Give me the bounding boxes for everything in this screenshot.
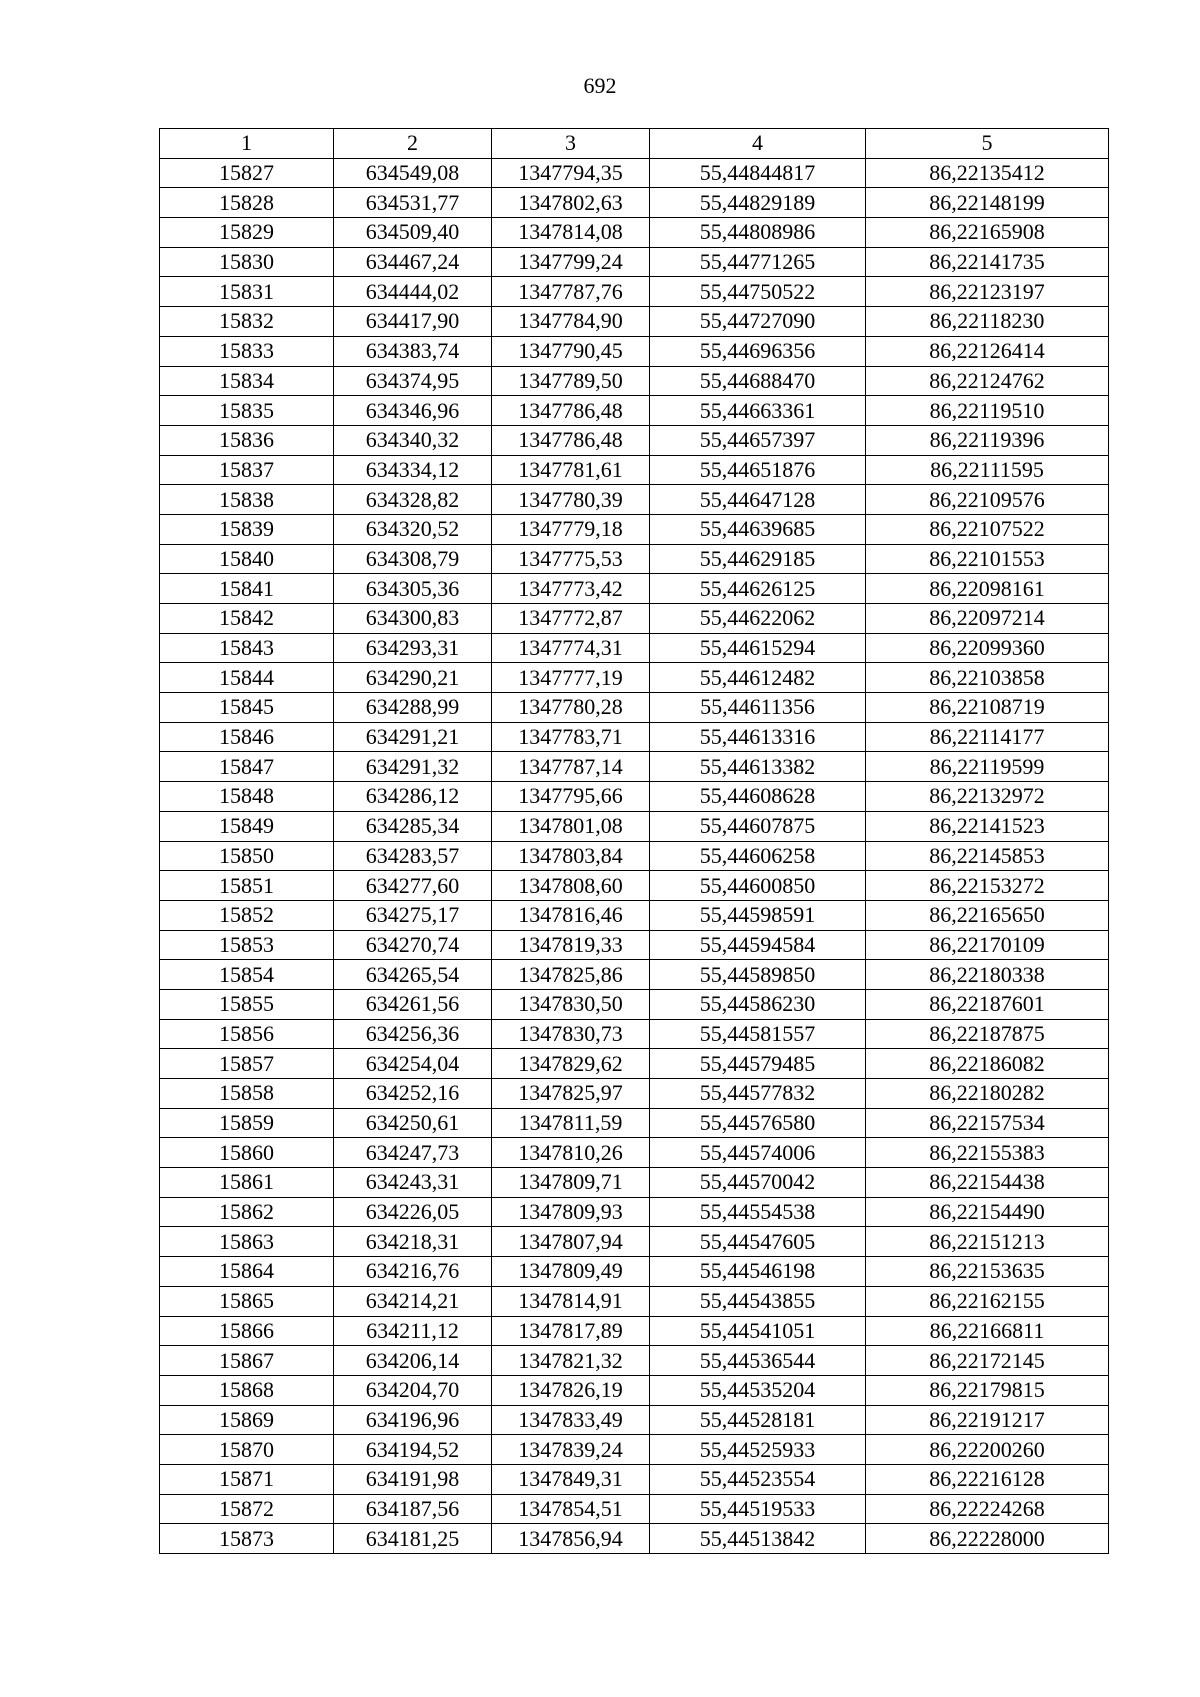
- table-cell: 634181,25: [334, 1524, 492, 1554]
- table-cell: 15830: [160, 247, 334, 277]
- table-body: [160, 158, 1109, 1553]
- table-cell: 15852: [160, 900, 334, 930]
- table-cell: 634328,82: [334, 485, 492, 515]
- table-cell: 1347830,73: [492, 1019, 650, 1049]
- table-cell: 55,44528181: [650, 1405, 866, 1435]
- table-cell: 634247,73: [334, 1138, 492, 1168]
- header-row: [160, 129, 1109, 159]
- table-cell: 15856: [160, 1019, 334, 1049]
- table-cell: 634216,76: [334, 1257, 492, 1287]
- table-cell: 86,22180338: [866, 960, 1109, 990]
- table-cell: 1347811,59: [492, 1108, 650, 1138]
- table-cell: 15858: [160, 1079, 334, 1109]
- table-cell: 15868: [160, 1375, 334, 1405]
- table-cell: 15832: [160, 307, 334, 337]
- table-cell: 634226,05: [334, 1197, 492, 1227]
- coordinates-table: [159, 128, 1109, 1554]
- table-cell: 1347849,31: [492, 1464, 650, 1494]
- table-cell: 634291,21: [334, 722, 492, 752]
- table-cell: 1347772,87: [492, 604, 650, 634]
- table-cell: 86,22216128: [866, 1464, 1109, 1494]
- table-cell: 55,44771265: [650, 247, 866, 277]
- table-cell: 634191,98: [334, 1464, 492, 1494]
- table-cell: 55,44613316: [650, 722, 866, 752]
- table-cell: 15843: [160, 633, 334, 663]
- table-row: [160, 1049, 1109, 1079]
- table-cell: 634308,79: [334, 544, 492, 574]
- table-row: [160, 1286, 1109, 1316]
- table-cell: 1347829,62: [492, 1049, 650, 1079]
- table-cell: 1347809,71: [492, 1168, 650, 1198]
- table-cell: 86,22109576: [866, 485, 1109, 515]
- column-header-4: 4: [650, 129, 866, 159]
- table-cell: 634256,36: [334, 1019, 492, 1049]
- table-cell: 86,22172145: [866, 1346, 1109, 1376]
- table-cell: 1347781,61: [492, 455, 650, 485]
- table-row: [160, 1435, 1109, 1465]
- table-cell: 15845: [160, 693, 334, 723]
- table-row: [160, 1375, 1109, 1405]
- table-cell: 1347814,91: [492, 1286, 650, 1316]
- table-row: [160, 1257, 1109, 1287]
- table-cell: 55,44844817: [650, 158, 866, 188]
- table-cell: 55,44622062: [650, 604, 866, 634]
- table-row: [160, 1138, 1109, 1168]
- table-cell: 1347825,86: [492, 960, 650, 990]
- table-cell: 86,22165908: [866, 218, 1109, 248]
- table-cell: 86,22111595: [866, 455, 1109, 485]
- table-cell: 1347810,26: [492, 1138, 650, 1168]
- table-cell: 86,22165650: [866, 900, 1109, 930]
- table-cell: 1347809,93: [492, 1197, 650, 1227]
- table-header: [160, 129, 1109, 159]
- table-cell: 55,44535204: [650, 1375, 866, 1405]
- table-cell: 1347802,63: [492, 188, 650, 218]
- table-cell: 86,22151213: [866, 1227, 1109, 1257]
- table-cell: 1347854,51: [492, 1494, 650, 1524]
- table-cell: 86,22114177: [866, 722, 1109, 752]
- table-cell: 1347786,48: [492, 396, 650, 426]
- table-cell: 1347790,45: [492, 336, 650, 366]
- page-number: 692: [583, 73, 617, 98]
- table-cell: 634218,31: [334, 1227, 492, 1257]
- table-cell: 15855: [160, 989, 334, 1019]
- table-cell: 55,44570042: [650, 1168, 866, 1198]
- table-cell: 634467,24: [334, 247, 492, 277]
- table-cell: 55,44657397: [650, 425, 866, 455]
- table-cell: 55,44594584: [650, 930, 866, 960]
- table-cell: 1347779,18: [492, 514, 650, 544]
- table-cell: 634444,02: [334, 277, 492, 307]
- table-cell: 634270,74: [334, 930, 492, 960]
- table-cell: 634285,34: [334, 811, 492, 841]
- table-cell: 1347789,50: [492, 366, 650, 396]
- table-cell: 15857: [160, 1049, 334, 1079]
- table-row: [160, 1405, 1109, 1435]
- table-cell: 15842: [160, 604, 334, 634]
- table-row: [160, 752, 1109, 782]
- table-cell: 15869: [160, 1405, 334, 1435]
- table-cell: 1347783,71: [492, 722, 650, 752]
- table-cell: 55,44586230: [650, 989, 866, 1019]
- table-cell: 86,22132972: [866, 782, 1109, 812]
- table-row: [160, 1019, 1109, 1049]
- table-cell: 1347774,31: [492, 633, 650, 663]
- table-row: [160, 871, 1109, 901]
- table-cell: 634549,08: [334, 158, 492, 188]
- table-cell: 55,44615294: [650, 633, 866, 663]
- table-cell: 55,44519533: [650, 1494, 866, 1524]
- column-header-1: 1: [160, 129, 334, 159]
- table-cell: 634250,61: [334, 1108, 492, 1138]
- table-cell: 86,22191217: [866, 1405, 1109, 1435]
- table-cell: 15841: [160, 574, 334, 604]
- table-cell: 86,22099360: [866, 633, 1109, 663]
- table-cell: 15840: [160, 544, 334, 574]
- table-cell: 15863: [160, 1227, 334, 1257]
- table-cell: 55,44626125: [650, 574, 866, 604]
- table-cell: 634340,32: [334, 425, 492, 455]
- table-cell: 15833: [160, 336, 334, 366]
- table-cell: 86,22101553: [866, 544, 1109, 574]
- table-cell: 55,44750522: [650, 277, 866, 307]
- table-cell: 15836: [160, 425, 334, 455]
- table-cell: 634283,57: [334, 841, 492, 871]
- table-row: [160, 1197, 1109, 1227]
- table-row: [160, 722, 1109, 752]
- table-cell: 634305,36: [334, 574, 492, 604]
- table-cell: 55,44541051: [650, 1316, 866, 1346]
- table-cell: 634531,77: [334, 188, 492, 218]
- table-cell: 15839: [160, 514, 334, 544]
- table-cell: 15871: [160, 1464, 334, 1494]
- table-cell: 86,22135412: [866, 158, 1109, 188]
- table-row: [160, 485, 1109, 515]
- table-cell: 55,44536544: [650, 1346, 866, 1376]
- table-row: [160, 989, 1109, 1019]
- table-cell: 1347814,08: [492, 218, 650, 248]
- table-row: [160, 1108, 1109, 1138]
- table-row: [160, 1227, 1109, 1257]
- table-row: [160, 900, 1109, 930]
- table-cell: 15850: [160, 841, 334, 871]
- table-row: [160, 841, 1109, 871]
- table-cell: 1347856,94: [492, 1524, 650, 1554]
- table-cell: 55,44554538: [650, 1197, 866, 1227]
- table-cell: 86,22228000: [866, 1524, 1109, 1554]
- table-cell: 15829: [160, 218, 334, 248]
- table-row: [160, 604, 1109, 634]
- table-cell: 55,44688470: [650, 366, 866, 396]
- table-row: [160, 218, 1109, 248]
- table-cell: 15864: [160, 1257, 334, 1287]
- table-cell: 86,22119396: [866, 425, 1109, 455]
- table-row: [160, 1079, 1109, 1109]
- table-cell: 1347803,84: [492, 841, 650, 871]
- table-cell: 1347801,08: [492, 811, 650, 841]
- table-cell: 15867: [160, 1346, 334, 1376]
- table-cell: 15828: [160, 188, 334, 218]
- table-cell: 86,22119510: [866, 396, 1109, 426]
- table-cell: 634334,12: [334, 455, 492, 485]
- table-cell: 15846: [160, 722, 334, 752]
- table-row: [160, 663, 1109, 693]
- table-cell: 634320,52: [334, 514, 492, 544]
- table-row: [160, 247, 1109, 277]
- table-cell: 86,22187601: [866, 989, 1109, 1019]
- table-cell: 15862: [160, 1197, 334, 1227]
- table-cell: 634204,70: [334, 1375, 492, 1405]
- table-cell: 55,44574006: [650, 1138, 866, 1168]
- column-header-2: 2: [334, 129, 492, 159]
- table-cell: 86,22170109: [866, 930, 1109, 960]
- table-cell: 55,44629185: [650, 544, 866, 574]
- table-cell: 1347794,35: [492, 158, 650, 188]
- table-row: [160, 960, 1109, 990]
- table-row: [160, 425, 1109, 455]
- table-cell: 15872: [160, 1494, 334, 1524]
- table-cell: 1347821,32: [492, 1346, 650, 1376]
- table-row: [160, 1494, 1109, 1524]
- table-cell: 1347825,97: [492, 1079, 650, 1109]
- table-cell: 15859: [160, 1108, 334, 1138]
- table-row: [160, 693, 1109, 723]
- table-row: [160, 544, 1109, 574]
- table-cell: 1347773,42: [492, 574, 650, 604]
- table-cell: 55,44577832: [650, 1079, 866, 1109]
- table-cell: 15835: [160, 396, 334, 426]
- table-cell: 55,44663361: [650, 396, 866, 426]
- table-cell: 634293,31: [334, 633, 492, 663]
- table-cell: 634261,56: [334, 989, 492, 1019]
- table-cell: 55,44546198: [650, 1257, 866, 1287]
- table-cell: 55,44579485: [650, 1049, 866, 1079]
- table-cell: 86,22154490: [866, 1197, 1109, 1227]
- table-cell: 55,44547605: [650, 1227, 866, 1257]
- table-row: [160, 336, 1109, 366]
- table-cell: 15831: [160, 277, 334, 307]
- table-cell: 1347786,48: [492, 425, 650, 455]
- table-cell: 15853: [160, 930, 334, 960]
- table-row: [160, 514, 1109, 544]
- table-cell: 15837: [160, 455, 334, 485]
- table-cell: 634196,96: [334, 1405, 492, 1435]
- table-cell: 634275,17: [334, 900, 492, 930]
- table-cell: 86,22108719: [866, 693, 1109, 723]
- table-cell: 1347787,14: [492, 752, 650, 782]
- table-cell: 634243,31: [334, 1168, 492, 1198]
- table-cell: 1347808,60: [492, 871, 650, 901]
- table-cell: 634211,12: [334, 1316, 492, 1346]
- table-cell: 55,44727090: [650, 307, 866, 337]
- table-cell: 86,22187875: [866, 1019, 1109, 1049]
- table-cell: 86,22103858: [866, 663, 1109, 693]
- table-row: [160, 1346, 1109, 1376]
- table-cell: 15827: [160, 158, 334, 188]
- table-cell: 86,22224268: [866, 1494, 1109, 1524]
- table-row: [160, 633, 1109, 663]
- table-cell: 86,22153272: [866, 871, 1109, 901]
- table-cell: 55,44651876: [650, 455, 866, 485]
- table-cell: 1347816,46: [492, 900, 650, 930]
- table-cell: 1347826,19: [492, 1375, 650, 1405]
- table-cell: 55,44525933: [650, 1435, 866, 1465]
- table-row: [160, 277, 1109, 307]
- table-cell: 86,22119599: [866, 752, 1109, 782]
- table-cell: 86,22186082: [866, 1049, 1109, 1079]
- table-cell: 55,44513842: [650, 1524, 866, 1554]
- table-cell: 86,22179815: [866, 1375, 1109, 1405]
- table-cell: 86,22126414: [866, 336, 1109, 366]
- table-row: [160, 366, 1109, 396]
- table-cell: 1347819,33: [492, 930, 650, 960]
- table-cell: 634346,96: [334, 396, 492, 426]
- table-cell: 55,44576580: [650, 1108, 866, 1138]
- table-cell: 55,44696356: [650, 336, 866, 366]
- table-cell: 55,44613382: [650, 752, 866, 782]
- table-row: [160, 1168, 1109, 1198]
- table-cell: 15873: [160, 1524, 334, 1554]
- table-cell: 86,22180282: [866, 1079, 1109, 1109]
- table-cell: 55,44647128: [650, 485, 866, 515]
- table-row: [160, 1524, 1109, 1554]
- table-cell: 55,44589850: [650, 960, 866, 990]
- table-cell: 634187,56: [334, 1494, 492, 1524]
- table-cell: 86,22162155: [866, 1286, 1109, 1316]
- table-cell: 15870: [160, 1435, 334, 1465]
- table-cell: 15844: [160, 663, 334, 693]
- table-cell: 634254,04: [334, 1049, 492, 1079]
- table-cell: 15860: [160, 1138, 334, 1168]
- table-cell: 55,44611356: [650, 693, 866, 723]
- table-cell: 55,44607875: [650, 811, 866, 841]
- table-cell: 55,44808986: [650, 218, 866, 248]
- table-cell: 15866: [160, 1316, 334, 1346]
- table-cell: 1347817,89: [492, 1316, 650, 1346]
- table-cell: 15849: [160, 811, 334, 841]
- table-cell: 86,22166811: [866, 1316, 1109, 1346]
- table-cell: 86,22145853: [866, 841, 1109, 871]
- table-cell: 1347780,39: [492, 485, 650, 515]
- table-cell: 86,22107522: [866, 514, 1109, 544]
- table-cell: 86,22141735: [866, 247, 1109, 277]
- table-cell: 634194,52: [334, 1435, 492, 1465]
- table-cell: 55,44600850: [650, 871, 866, 901]
- table-cell: 86,22118230: [866, 307, 1109, 337]
- table-cell: 15851: [160, 871, 334, 901]
- column-header-3: 3: [492, 129, 650, 159]
- table-cell: 1347799,24: [492, 247, 650, 277]
- table-row: [160, 811, 1109, 841]
- table-cell: 1347807,94: [492, 1227, 650, 1257]
- table-cell: 634417,90: [334, 307, 492, 337]
- table-cell: 634206,14: [334, 1346, 492, 1376]
- table-cell: 634383,74: [334, 336, 492, 366]
- table-cell: 86,22200260: [866, 1435, 1109, 1465]
- table-cell: 1347784,90: [492, 307, 650, 337]
- table-row: [160, 574, 1109, 604]
- table-cell: 15861: [160, 1168, 334, 1198]
- table-cell: 86,22157534: [866, 1108, 1109, 1138]
- table-cell: 634288,99: [334, 693, 492, 723]
- table-cell: 15854: [160, 960, 334, 990]
- table-cell: 15834: [160, 366, 334, 396]
- table-cell: 86,22098161: [866, 574, 1109, 604]
- table-cell: 634214,21: [334, 1286, 492, 1316]
- table-row: [160, 307, 1109, 337]
- table-row: [160, 930, 1109, 960]
- table-cell: 55,44606258: [650, 841, 866, 871]
- table-cell: 634252,16: [334, 1079, 492, 1109]
- table-cell: 55,44543855: [650, 1286, 866, 1316]
- table-cell: 634291,32: [334, 752, 492, 782]
- table-row: [160, 1464, 1109, 1494]
- table-cell: 634290,21: [334, 663, 492, 693]
- table-cell: 15865: [160, 1286, 334, 1316]
- column-header-5: 5: [866, 129, 1109, 159]
- table-row: [160, 188, 1109, 218]
- table-cell: 86,22153635: [866, 1257, 1109, 1287]
- table-cell: 1347839,24: [492, 1435, 650, 1465]
- table-cell: 1347809,49: [492, 1257, 650, 1287]
- table-cell: 86,22154438: [866, 1168, 1109, 1198]
- table-cell: 15838: [160, 485, 334, 515]
- table-cell: 1347830,50: [492, 989, 650, 1019]
- table-cell: 86,22155383: [866, 1138, 1109, 1168]
- table-cell: 634300,83: [334, 604, 492, 634]
- table-cell: 1347775,53: [492, 544, 650, 574]
- table-cell: 55,44829189: [650, 188, 866, 218]
- table-row: [160, 396, 1109, 426]
- table-cell: 634265,54: [334, 960, 492, 990]
- table-cell: 55,44523554: [650, 1464, 866, 1494]
- table-cell: 86,22148199: [866, 188, 1109, 218]
- table-cell: 1347833,49: [492, 1405, 650, 1435]
- table-cell: 86,22097214: [866, 604, 1109, 634]
- table-row: [160, 158, 1109, 188]
- table-row: [160, 1316, 1109, 1346]
- table-cell: 55,44581557: [650, 1019, 866, 1049]
- table-cell: 634509,40: [334, 218, 492, 248]
- table-cell: 1347787,76: [492, 277, 650, 307]
- table-cell: 1347780,28: [492, 693, 650, 723]
- table-cell: 86,22123197: [866, 277, 1109, 307]
- table-cell: 55,44608628: [650, 782, 866, 812]
- table-cell: 86,22124762: [866, 366, 1109, 396]
- table-cell: 1347795,66: [492, 782, 650, 812]
- table-cell: 634277,60: [334, 871, 492, 901]
- table-cell: 634374,95: [334, 366, 492, 396]
- table-cell: 55,44598591: [650, 900, 866, 930]
- table-row: [160, 455, 1109, 485]
- table-cell: 15848: [160, 782, 334, 812]
- table-row: [160, 782, 1109, 812]
- table-cell: 1347777,19: [492, 663, 650, 693]
- table-cell: 15847: [160, 752, 334, 782]
- table-cell: 55,44639685: [650, 514, 866, 544]
- table-cell: 634286,12: [334, 782, 492, 812]
- table-cell: 86,22141523: [866, 811, 1109, 841]
- table-cell: 55,44612482: [650, 663, 866, 693]
